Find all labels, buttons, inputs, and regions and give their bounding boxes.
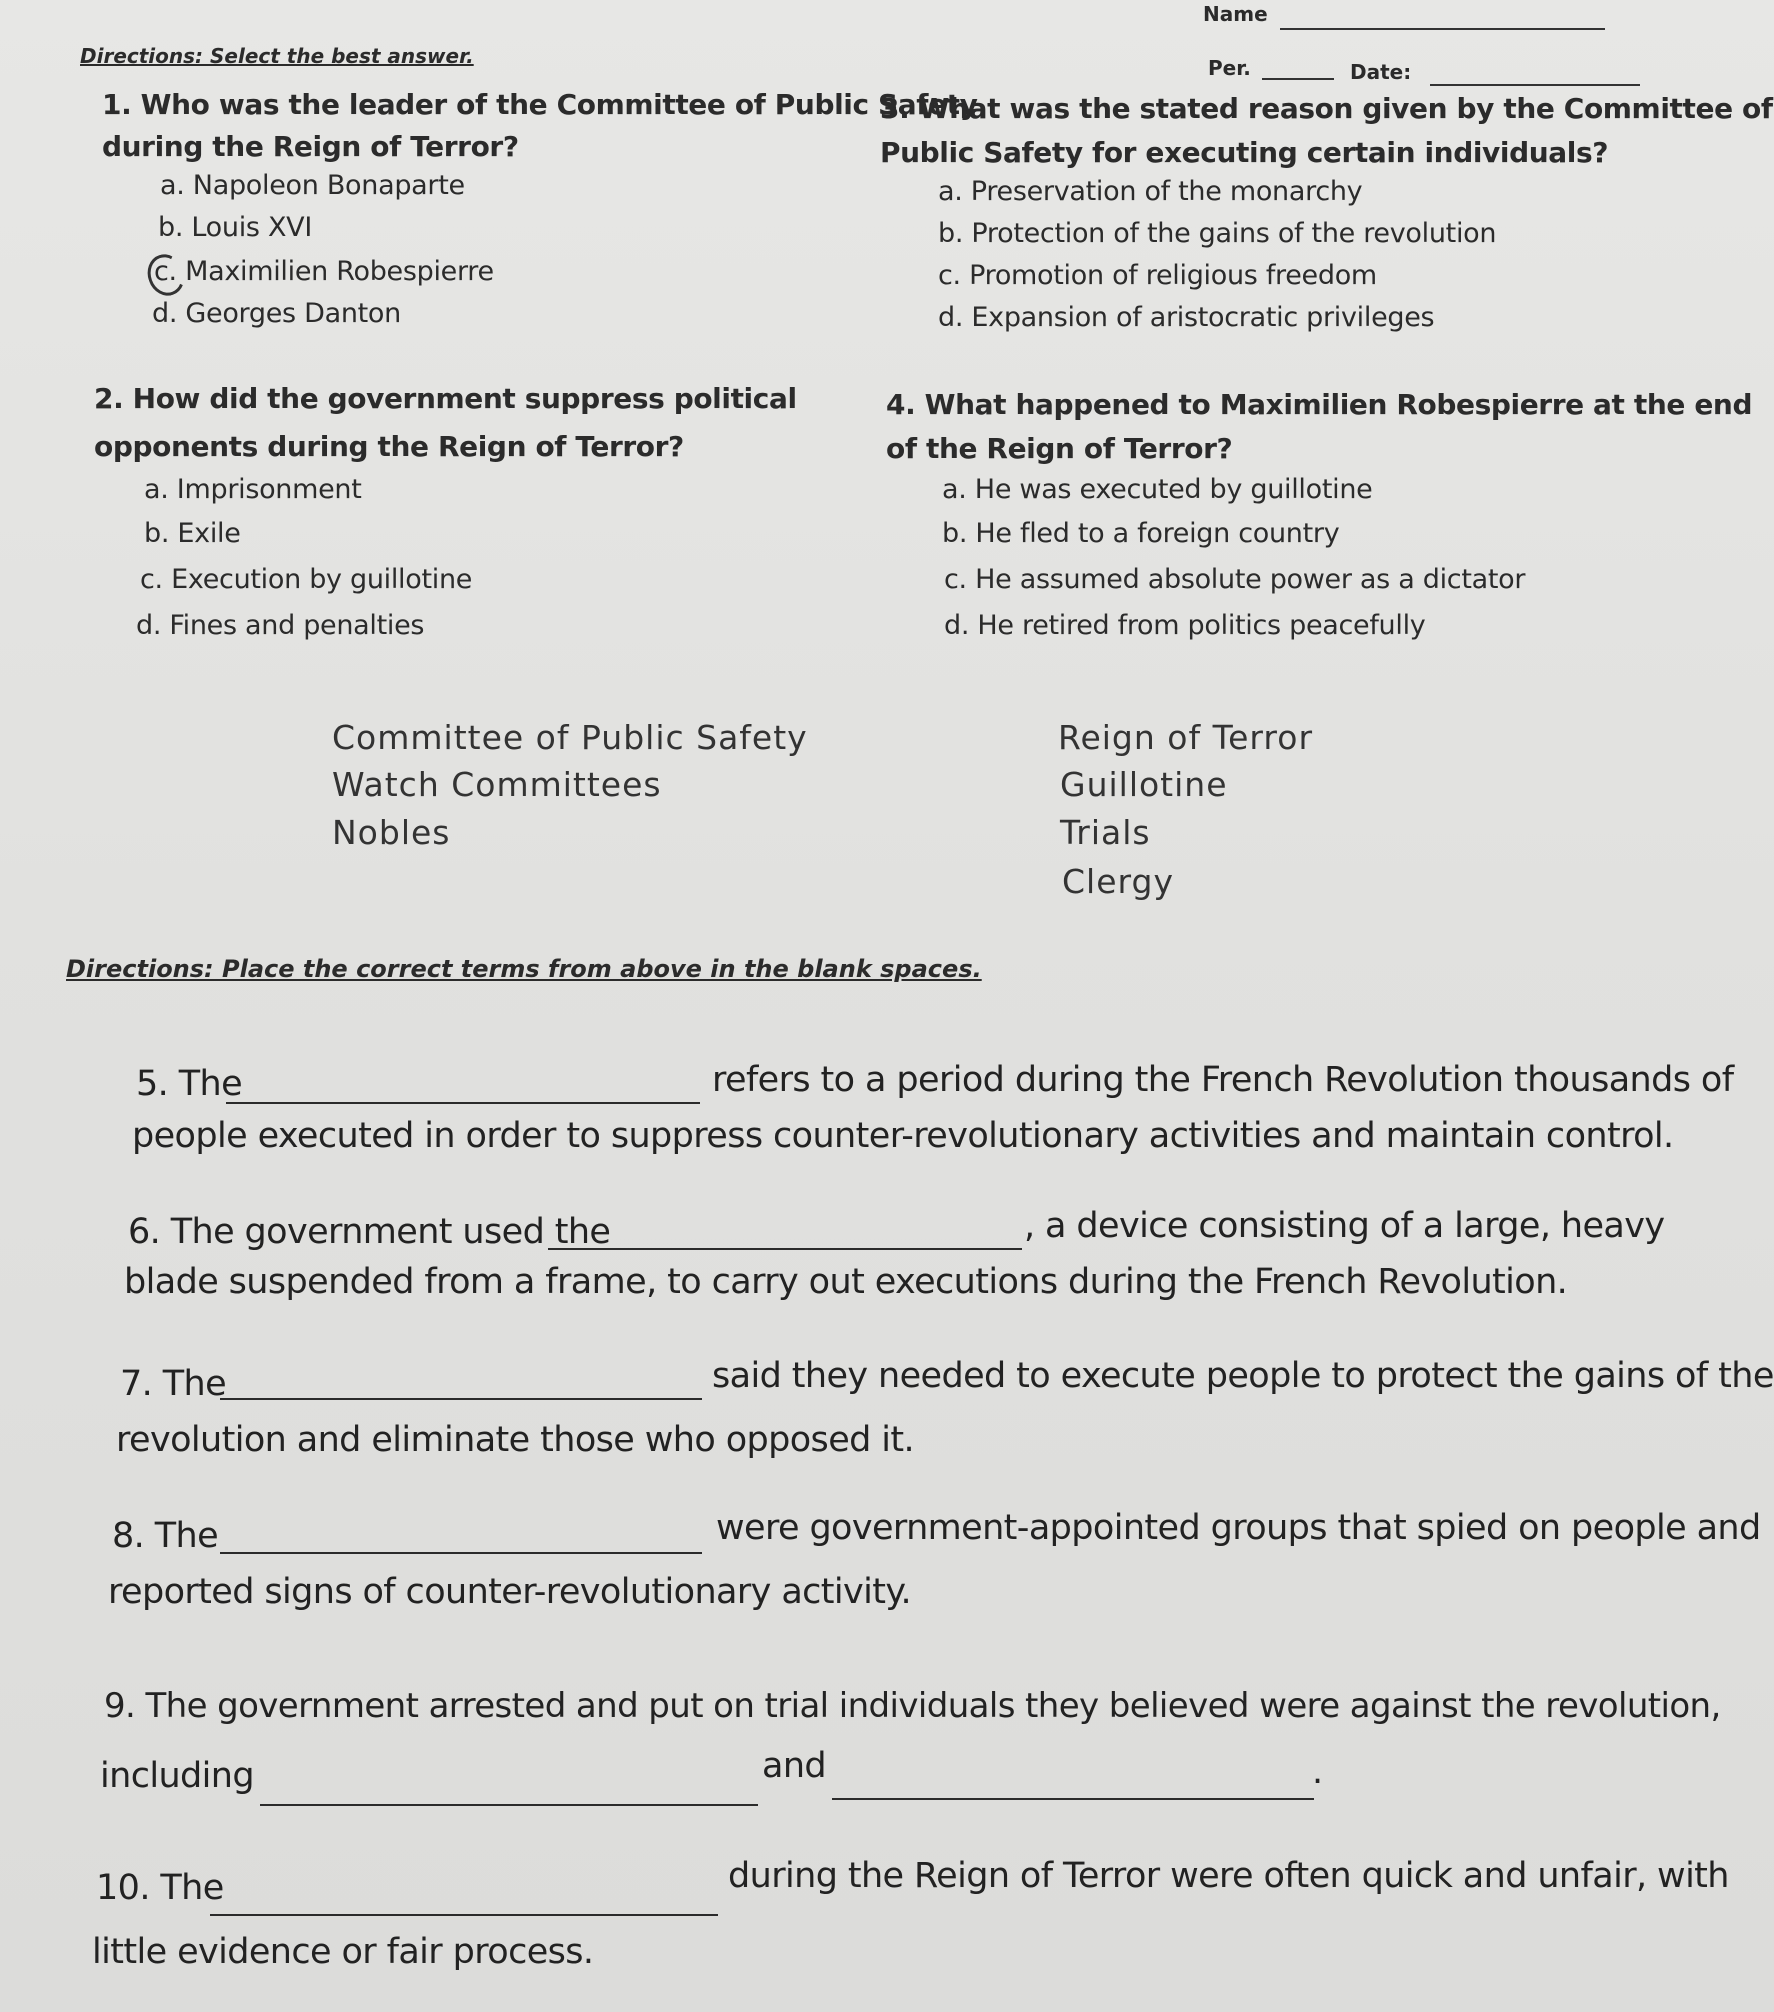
directions-select: Directions: Select the best answer.	[80, 44, 474, 68]
q6-text-start: 6. The government used the	[128, 1212, 611, 1252]
q9-text-including: including	[100, 1756, 254, 1796]
date-label: Date:	[1350, 60, 1412, 84]
q8-text-start: 8. The	[112, 1516, 219, 1556]
q2-option-c[interactable]: c. Execution by guillotine	[140, 564, 473, 595]
question-4-line1: 4. What happened to Maximilien Robespierre at the end	[886, 388, 1753, 421]
name-label: Name	[1203, 2, 1268, 26]
q7-text-end: said they needed to execute people to protect the gains of the	[712, 1356, 1774, 1396]
q5-text-end: refers to a period during the French Revolution thousands of	[712, 1060, 1734, 1100]
word-bank-term: Guillotine	[1060, 765, 1228, 804]
question-3-line2: Public Safety for executing certain individuals?	[880, 136, 1609, 169]
q9-text-period: .	[1312, 1752, 1323, 1792]
q5-text-line2: people executed in order to suppress counter-revolutionary activities and maintain control.	[132, 1116, 1674, 1156]
q4-option-a[interactable]: a. He was executed by guillotine	[942, 474, 1373, 505]
q3-option-d[interactable]: d. Expansion of aristocratic privileges	[938, 302, 1435, 333]
word-bank-term: Watch Committees	[332, 765, 662, 804]
question-1-line1: 1. Who was the leader of the Committee of Public Safety	[102, 88, 978, 121]
q1-option-d[interactable]: d. Georges Danton	[152, 298, 401, 329]
q6-text-end: , a device consisting of a large, heavy	[1024, 1206, 1665, 1246]
q10-text-start: 10. The	[96, 1868, 224, 1908]
q2-option-b[interactable]: b. Exile	[144, 518, 241, 549]
question-2-line2: opponents during the Reign of Terror?	[94, 430, 684, 463]
question-2-line1: 2. How did the government suppress political	[94, 382, 797, 415]
q4-option-b[interactable]: b. He fled to a foreign country	[942, 518, 1340, 549]
q10-text-line2: little evidence or fair process.	[92, 1932, 594, 1972]
word-bank-term: Nobles	[332, 813, 451, 852]
directions-fill-in: Directions: Place the correct terms from above in the blank spaces.	[66, 955, 982, 983]
q1-option-a[interactable]: a. Napoleon Bonaparte	[160, 170, 465, 201]
q3-option-b[interactable]: b. Protection of the gains of the revolution	[938, 218, 1497, 249]
q2-option-d[interactable]: d. Fines and penalties	[136, 610, 425, 641]
q8-text-end: were government-appointed groups that spied on people and	[716, 1508, 1761, 1548]
q9-blank-1[interactable]	[260, 1778, 758, 1806]
per-line[interactable]	[1262, 78, 1334, 80]
q4-option-c[interactable]: c. He assumed absolute power as a dictator	[944, 564, 1526, 595]
q6-blank[interactable]	[548, 1222, 1022, 1250]
q10-text-end: during the Reign of Terror were often quick and unfair, with	[728, 1856, 1729, 1896]
word-bank-term: Reign of Terror	[1058, 718, 1314, 757]
q6-text-line2: blade suspended from a frame, to carry out executions during the French Revolution.	[124, 1262, 1568, 1302]
question-4-line2: of the Reign of Terror?	[886, 432, 1233, 465]
word-bank-term: Committee of Public Safety	[332, 718, 808, 757]
date-line[interactable]	[1430, 84, 1640, 86]
q7-text-line2: revolution and eliminate those who opposed it.	[116, 1420, 915, 1460]
q9-blank-2[interactable]	[832, 1772, 1314, 1800]
q3-option-c[interactable]: c. Promotion of religious freedom	[938, 260, 1377, 291]
q9-text-and: and	[762, 1746, 827, 1786]
q1-option-c[interactable]: c. Maximilien Robespierre	[154, 256, 494, 287]
q5-text-start: 5. The	[136, 1064, 243, 1104]
q2-option-a[interactable]: a. Imprisonment	[144, 474, 362, 505]
per-label: Per.	[1208, 56, 1251, 80]
question-3-line1: 3. What was the stated reason given by the Committee of	[880, 92, 1773, 125]
q10-blank[interactable]	[210, 1888, 718, 1916]
q7-text-start: 7. The	[120, 1364, 227, 1404]
q7-blank[interactable]	[220, 1372, 702, 1400]
word-bank-term: Trials	[1060, 813, 1151, 852]
q8-blank[interactable]	[220, 1526, 702, 1554]
word-bank-term: Clergy	[1062, 862, 1174, 901]
q8-text-line2: reported signs of counter-revolutionary activity.	[108, 1572, 912, 1612]
q5-blank[interactable]	[226, 1076, 700, 1104]
question-1-line2: during the Reign of Terror?	[102, 130, 519, 163]
q3-option-a[interactable]: a. Preservation of the monarchy	[938, 176, 1363, 207]
q1-option-b[interactable]: b. Louis XVI	[158, 212, 312, 243]
q4-option-d[interactable]: d. He retired from politics peacefully	[944, 610, 1426, 641]
q9-text-line1: 9. The government arrested and put on trial individuals they believed were against the revolution,	[104, 1686, 1721, 1726]
name-line[interactable]	[1280, 28, 1605, 30]
